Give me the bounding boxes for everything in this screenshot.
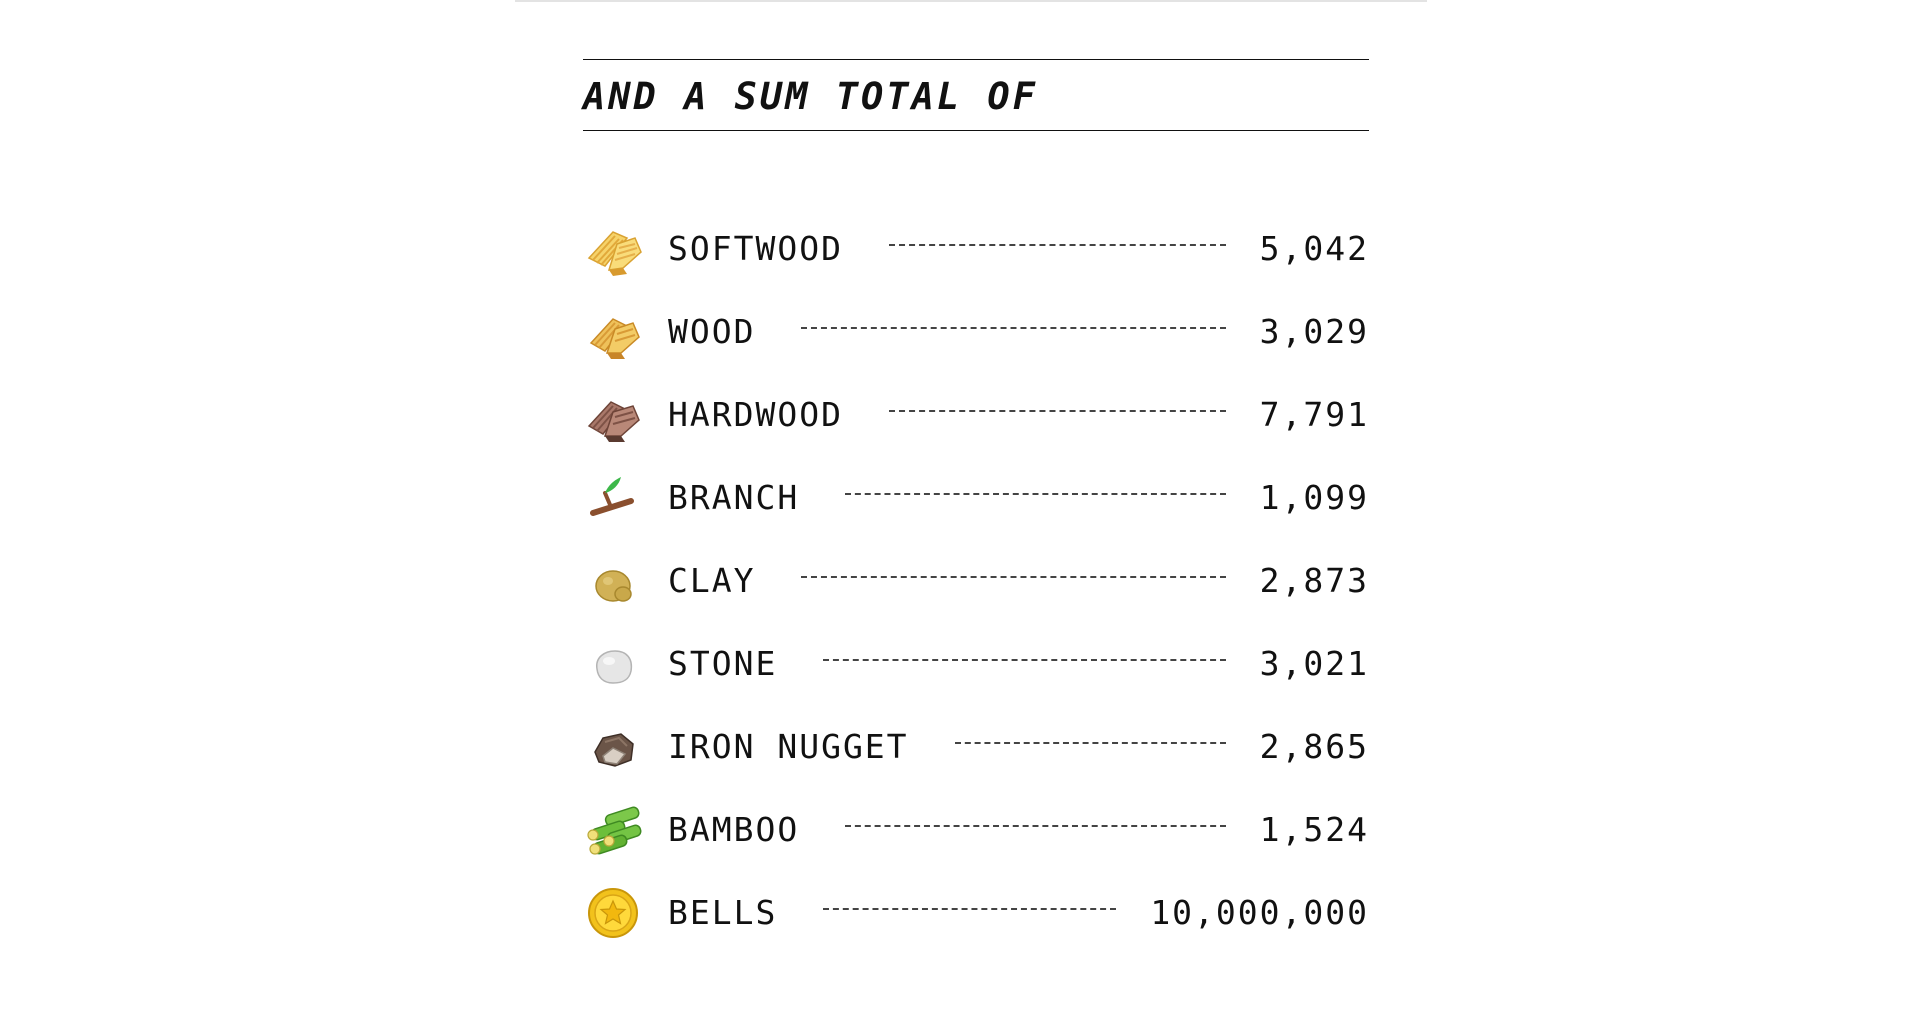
softwood-icon bbox=[583, 218, 645, 280]
dotted-leader bbox=[889, 410, 1226, 412]
item-value: 3,029 bbox=[1259, 312, 1369, 351]
item-label: BAMBOO bbox=[668, 810, 800, 849]
section-heading bbox=[583, 59, 1369, 131]
sum-total-panel bbox=[583, 59, 1369, 954]
materials-list bbox=[583, 207, 1369, 954]
stone-icon bbox=[583, 633, 645, 695]
heading-text: AND A SUM TOTAL OF bbox=[583, 74, 1038, 118]
item-label: HARDWOOD bbox=[668, 395, 843, 434]
item-label: CLAY bbox=[668, 561, 756, 600]
item-value: 3,021 bbox=[1259, 644, 1369, 683]
list-item-stone bbox=[583, 622, 1369, 705]
top-divider bbox=[515, 0, 1427, 2]
clay-icon bbox=[583, 550, 645, 612]
list-item-branch bbox=[583, 456, 1369, 539]
list-item-softwood bbox=[583, 207, 1369, 290]
list-item-iron-nugget bbox=[583, 705, 1369, 788]
bamboo-icon bbox=[583, 799, 645, 861]
item-label: WOOD bbox=[668, 312, 756, 351]
item-value: 1,524 bbox=[1259, 810, 1369, 849]
item-value: 10,000,000 bbox=[1150, 893, 1369, 932]
item-value: 5,042 bbox=[1259, 229, 1369, 268]
dotted-leader bbox=[889, 244, 1226, 246]
list-item-bamboo bbox=[583, 788, 1369, 871]
wood-icon bbox=[583, 301, 645, 363]
item-value: 1,099 bbox=[1259, 478, 1369, 517]
item-label: BRANCH bbox=[668, 478, 800, 517]
item-value: 2,865 bbox=[1259, 727, 1369, 766]
branch-icon bbox=[583, 467, 645, 529]
list-item-clay bbox=[583, 539, 1369, 622]
dotted-leader bbox=[801, 327, 1225, 329]
dotted-leader bbox=[823, 659, 1225, 661]
list-item-bells bbox=[583, 871, 1369, 954]
item-value: 7,791 bbox=[1259, 395, 1369, 434]
item-label: BELLS bbox=[668, 893, 778, 932]
list-item-hardwood bbox=[583, 373, 1369, 456]
bells-icon bbox=[583, 882, 645, 944]
hardwood-icon bbox=[583, 384, 645, 446]
item-label: IRON NUGGET bbox=[668, 727, 909, 766]
dotted-leader bbox=[845, 493, 1225, 495]
iron-nugget-icon bbox=[583, 716, 645, 778]
dotted-leader bbox=[845, 825, 1225, 827]
dotted-leader bbox=[823, 908, 1116, 910]
item-value: 2,873 bbox=[1259, 561, 1369, 600]
item-label: SOFTWOOD bbox=[668, 229, 843, 268]
list-item-wood bbox=[583, 290, 1369, 373]
dotted-leader bbox=[801, 576, 1225, 578]
dotted-leader bbox=[955, 742, 1226, 744]
item-label: STONE bbox=[668, 644, 778, 683]
